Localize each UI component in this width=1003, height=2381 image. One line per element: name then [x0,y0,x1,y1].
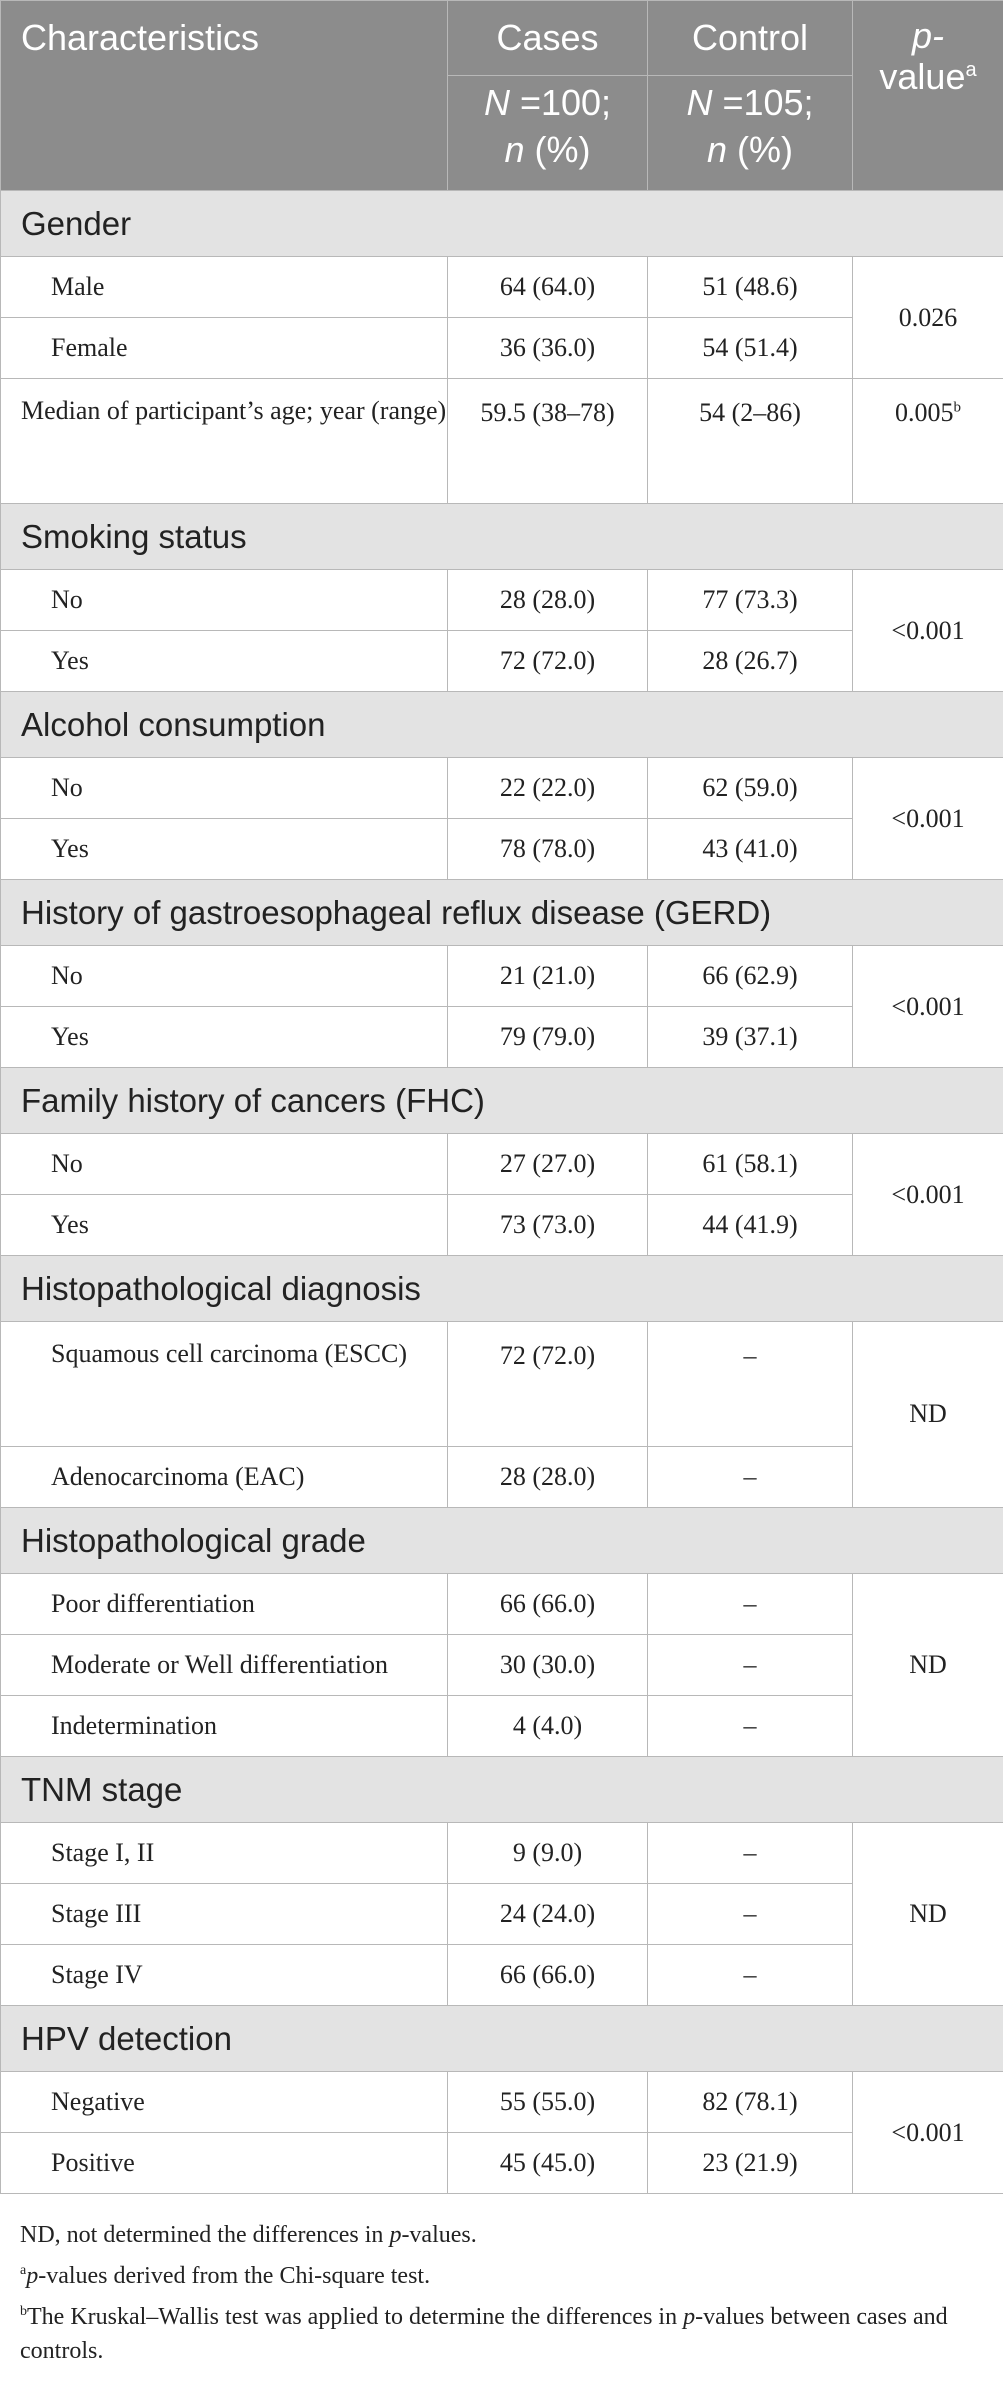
section-tnm-stage [1,1757,1003,1823]
footnote-nd-text: ND, not determined the differences in [20,2222,390,2248]
control-value: – [648,1945,853,2006]
table-row [1,1322,1003,1447]
control-value: 51 (48.6) [648,257,853,318]
footnote-nd [20,2218,990,2253]
section-title: TNM stage [1,1757,1003,1823]
p-value-text: 0.005 [895,398,954,427]
cases-value: 66 (66.0) [448,1945,648,2006]
cases-value: 55 (55.0) [448,2072,648,2133]
control-value: 43 (41.0) [648,819,853,880]
p-value: <0.001 [853,758,1003,880]
row-label: Positive [1,2133,448,2194]
header-p-value [853,1,1003,191]
cases-pct-label: n [504,128,525,170]
footnote-b-mark: b [20,2303,27,2319]
header-cases: Cases [448,1,648,76]
cases-pct-value: (%) [524,128,591,170]
footnote-b [20,2300,990,2370]
row-label: Negative [1,2072,448,2133]
cases-value: 27 (27.0) [448,1134,648,1195]
row-label: Indetermination [1,1696,448,1757]
row-label: Poor differentiation [1,1574,448,1635]
footnote-a-italic: p [26,2262,39,2289]
section-hpv-detection [1,2006,1003,2072]
control-value: 61 (58.1) [648,1134,853,1195]
footnote-nd-italic: p [389,2222,402,2248]
control-value: – [648,1696,853,1757]
control-value: 28 (26.7) [648,631,853,692]
table-row [1,758,1003,819]
cases-value: 45 (45.0) [448,2133,648,2194]
cases-value: 22 (22.0) [448,758,648,819]
cases-value: 28 (28.0) [448,570,648,631]
table-row [1,1823,1003,1884]
footnote-b-text: The Kruskal–Wallis test was applied to determine the differences in [27,2303,684,2330]
footnote-nd-rest: -values. [401,2222,477,2248]
header-value-word: value [879,56,966,98]
footnote-a-mark: a [20,2262,27,2278]
p-value: <0.001 [853,1134,1003,1256]
header-characteristics: Characteristics [1,1,448,191]
section-title: Family history of cancers (FHC) [1,1068,1003,1134]
table-row [1,379,1003,504]
cases-value: 28 (28.0) [448,1447,648,1508]
cases-value: 30 (30.0) [448,1635,648,1696]
p-value: <0.001 [853,2072,1003,2194]
row-label: Adenocarcinoma (EAC) [1,1447,448,1508]
row-label: Squamous cell carcinoma (ESCC) [1,1322,448,1447]
row-label: Stage IV [1,1945,448,2006]
table-row [1,570,1003,631]
cases-value: 72 (72.0) [448,1322,648,1447]
cases-value: 72 (72.0) [448,631,648,692]
control-value: 77 (73.3) [648,570,853,631]
p-footnote-mark: b [953,399,961,416]
cases-value: 4 (4.0) [448,1696,648,1757]
section-title: Smoking status [1,504,1003,570]
section-alcohol-consumption [1,692,1003,758]
section-title: History of gastroesophageal reflux disease (GERD) [1,880,1003,946]
section-gender [1,191,1003,257]
row-label: Stage III [1,1884,448,1945]
footnote-a [20,2259,990,2294]
row-label: No [1,758,448,819]
row-label: Stage I, II [1,1823,448,1884]
header-control-count [648,76,853,191]
section-histopathological-diagnosis [1,1256,1003,1322]
control-value: 66 (62.9) [648,946,853,1007]
section-title: Histopathological diagnosis [1,1256,1003,1322]
section-title: HPV detection [1,2006,1003,2072]
control-value: – [648,1635,853,1696]
footnote-a-rest: -values derived from the Chi-square test. [38,2262,431,2289]
cases-n-label: N [483,82,510,123]
row-label: Yes [1,819,448,880]
table-row [1,1574,1003,1635]
cases-value: 24 (24.0) [448,1884,648,1945]
table-footnotes [20,2218,990,2375]
header-cases-count [448,76,648,191]
p-value: <0.001 [853,946,1003,1068]
cases-value: 78 (78.0) [448,819,648,880]
footnote-b-italic: p [683,2303,696,2330]
table-row [1,946,1003,1007]
footnote-b-rest: -values between cases and controls. [20,2303,948,2365]
control-value: – [648,1322,853,1447]
control-n-value: =105; [712,82,814,123]
table-row [1,257,1003,318]
control-value: – [648,1823,853,1884]
control-value: 62 (59.0) [648,758,853,819]
table-row [1,2072,1003,2133]
header-p-letter: p- [911,15,944,56]
control-value: 54 (2–86) [648,379,853,504]
control-value: – [648,1574,853,1635]
row-label: Yes [1,631,448,692]
p-value [853,379,1003,504]
control-value: – [648,1447,853,1508]
cases-value: 79 (79.0) [448,1007,648,1068]
row-label: No [1,1134,448,1195]
p-value: 0.026 [853,257,1003,379]
section-gerd-history [1,880,1003,946]
p-value: ND [853,1322,1003,1508]
row-label: No [1,570,448,631]
control-value: 82 (78.1) [648,2072,853,2133]
control-value: 23 (21.9) [648,2133,853,2194]
row-label: Yes [1,1007,448,1068]
cases-value: 73 (73.0) [448,1195,648,1256]
control-n-label: N [686,82,713,123]
header-control: Control [648,1,853,76]
section-title: Gender [1,191,1003,257]
p-value: <0.001 [853,570,1003,692]
control-value: 54 (51.4) [648,318,853,379]
p-value: ND [853,1574,1003,1757]
cases-value: 64 (64.0) [448,257,648,318]
control-value: – [648,1884,853,1945]
section-family-history [1,1068,1003,1134]
row-label: Male [1,257,448,318]
header-p-footnote-mark: a [965,59,977,82]
row-label: Moderate or Well differentiation [1,1635,448,1696]
cases-value: 66 (66.0) [448,1574,648,1635]
cases-n-value: =100; [509,82,612,123]
section-smoking-status [1,504,1003,570]
section-title: Alcohol consumption [1,692,1003,758]
cases-value: 36 (36.0) [448,318,648,379]
control-value: 39 (37.1) [648,1007,853,1068]
section-title: Histopathological grade [1,1508,1003,1574]
cases-value: 9 (9.0) [448,1823,648,1884]
control-pct-label: n [706,128,728,170]
section-histopathological-grade [1,1508,1003,1574]
control-pct-value: (%) [727,128,794,170]
row-label: Median of participant’s age; year (range) [1,379,448,504]
table-row [1,1134,1003,1195]
p-value: ND [853,1823,1003,2006]
control-value: 44 (41.9) [648,1195,853,1256]
row-label: No [1,946,448,1007]
cases-value: 59.5 (38–78) [448,379,648,504]
row-label: Female [1,318,448,379]
cases-value: 21 (21.0) [448,946,648,1007]
row-label: Yes [1,1195,448,1256]
